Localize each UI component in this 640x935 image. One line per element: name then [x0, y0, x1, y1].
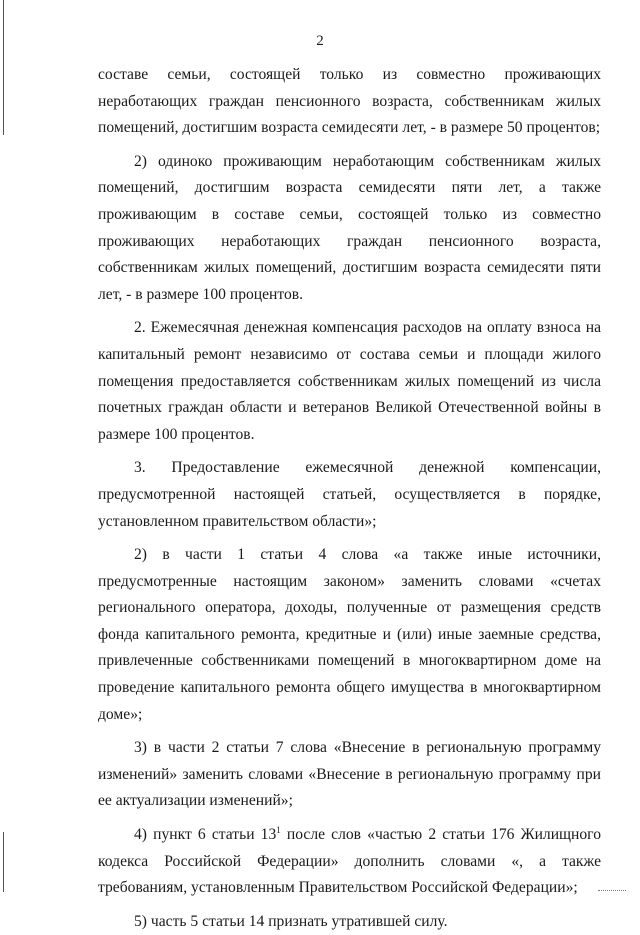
paragraph-item-2: 2) одиноко проживающим неработающим собственникам жилых помещений, достигшим возраста семидесяти пяти лет, а также проживающим в составе семьи, состоящей только из совместно проживающих неработающих граждан пенсионного возраста, собственникам жилых помещений, достигшим возраста семидесяти пяти лет, - в размере 100 процентов.: [98, 152, 601, 303]
binding-edge-line: [3, 0, 4, 135]
paragraph-amendment-5: 5) часть 5 статьи 14 признать утратившей силу.: [134, 912, 448, 930]
binding-edge-line: [3, 832, 4, 892]
document-body: [98, 62, 601, 935]
paragraph-section-2: 2. Ежемесячная денежная компенсация расходов на оплату взноса на капитальный ремонт независимо от состава семьи и площади жилого помещения предоставляется собственникам жилых помещений из числа почетных граждан области и ветеранов Великой Отечественной войны в размере 100 процентов.: [98, 319, 601, 443]
scan-artifact-dots: [598, 890, 626, 893]
paragraph-continuation: составе семьи, состоящей только из совместно проживающих неработающих граждан пенсионного возраста, собственникам жилых помещений, достигшим возраста семидесяти лет, - в размере 50 процентов;: [98, 66, 601, 137]
superscript-marker: 1: [276, 825, 281, 836]
amendment-4-start: 4) пункт 6 статьи 13: [134, 826, 277, 844]
paragraph-section-3: 3. Предоставление ежемесячной денежной компенсации, предусмотренной настоящей статьей, осуществляется в порядке, установленном правительством области»;: [98, 459, 601, 530]
amendment-4-end: после слов «частью 2 статьи 176 Жилищного кодекса Российской Федерации» дополнить словами «, а также требованиям, установленным Правительством Российской Федерации»;: [98, 826, 601, 897]
page-number: 2: [316, 33, 324, 49]
paragraph-amendment-3: 3) в части 2 статьи 7 слова «Внесение в региональную программу изменений» заменить словами «Внесение в региональную программу при ее актуализации изменений»;: [98, 739, 601, 810]
paragraph-amendment-2: 2) в части 1 статьи 4 слова «а также иные источники, предусмотренные настоящим законом» заменить словами «счетах регионального оператора, доходы, полученные от размещения средств фонда капитального ремонта, кредитные и (или) иные заемные средства, привлеченные собственниками помещений в многоквартирном доме на проведение капитального ремонта общего имущества в многоквартирном доме»;: [98, 546, 601, 723]
paragraph-amendment-4: [98, 822, 601, 902]
